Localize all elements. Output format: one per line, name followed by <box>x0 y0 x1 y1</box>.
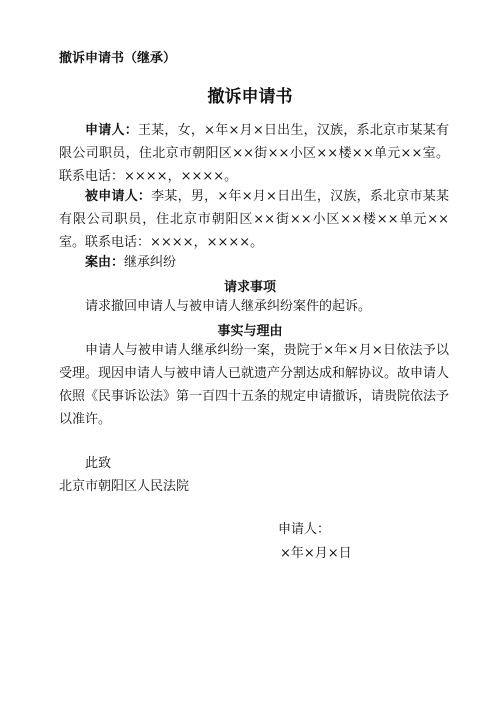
facts-heading: 事实与理由 <box>217 324 283 339</box>
signature-date: ×年×月×日 <box>280 546 352 561</box>
respondent-paragraph <box>59 185 449 254</box>
case-paragraph <box>59 251 449 274</box>
applicant-label: 申请人： <box>85 123 138 138</box>
claims-paragraph: 请求撤回申请人与被申请人继承纠纷案件的起诉。 <box>85 299 372 314</box>
case-label: 案由： <box>85 255 125 270</box>
applicant-text: 王某，女，×年×月×日出生，汉族，系北京市某某有限公司职员，住北京市朝阳区××街××小区××楼××单元××室。联系电话：××××，××××。 <box>59 123 449 184</box>
court-name: 北京市朝阳区人民法院 <box>59 479 190 494</box>
signature-label: 申请人： <box>278 522 331 537</box>
header-title: 撤诉申请书（继承） <box>59 51 177 66</box>
applicant-paragraph <box>59 119 449 188</box>
closing-text: 此致 <box>85 456 112 471</box>
respondent-text: 李某，男，×年×月×日出生，汉族，系北京市某某有限公司职员，住北京市朝阳区××街××小区××楼××单元××室。联系电话：××××，××××。 <box>59 189 449 250</box>
facts-paragraph: 申请人与被申请人继承纠纷一案，贵院于×年×月×日依法予以受理。现因申请人与被申请人已就遗产分割达成和解协议。故申请人依照《民事诉讼法》第一百四十五条的规定申请撤诉，请贵院依法予以准许。 <box>59 343 450 427</box>
page-title: 撤诉申请书 <box>207 87 293 107</box>
respondent-label: 被申请人： <box>85 189 152 204</box>
case-text: 继承纠纷 <box>124 255 177 270</box>
claims-heading: 请求事项 <box>223 280 276 295</box>
